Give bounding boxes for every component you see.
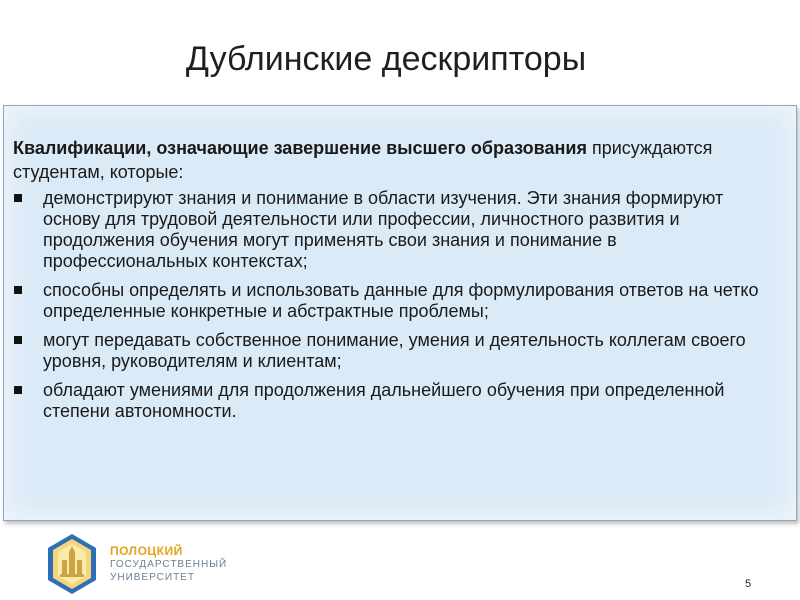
bullet-text: обладают умениями для продолжения дальнейшего обучения при определенной степени автономности. [43, 380, 725, 421]
intro-bold-text: Квалификации, означающие завершение высшего образования [13, 138, 587, 158]
intro-paragraph [13, 136, 776, 184]
square-bullet-icon [14, 194, 22, 202]
bullet-text: могут передавать собственное понимание, умения и деятельность коллегам своего уровня, руководителям и клиентам; [43, 330, 746, 371]
university-emblem-icon [40, 532, 104, 600]
intro-text: присуждаются студентам, которые: [13, 138, 713, 182]
university-name-line2: ГОСУДАРСТВЕННЫЙ [110, 559, 228, 570]
square-bullet-icon [14, 386, 22, 394]
bullet-item [13, 330, 776, 372]
bullet-list [13, 188, 776, 422]
square-bullet-icon [14, 336, 22, 344]
bullet-item [13, 280, 776, 322]
square-bullet-icon [14, 286, 22, 294]
bullet-item [13, 380, 776, 422]
bullet-text: способны определять и использовать данные для формулирования ответов на четко определенные конкретные и абстрактные проблемы; [43, 280, 759, 321]
university-name-line1: ПОЛОЦКИЙ [110, 544, 183, 558]
page-number: 5 [745, 578, 752, 590]
university-name [110, 545, 227, 584]
bullet-item [13, 188, 776, 272]
slide-title: Дублинские дескрипторы [185, 40, 587, 78]
content-box [3, 105, 797, 521]
bullet-text: демонстрируют знания и понимание в области изучения. Эти знания формируют основу для трудовой деятельности или профессии, личностного развития и продолжения обучения могут применять свои знания и понимание в профессиональных контекстах; [43, 188, 724, 271]
university-name-line3: УНИВЕРСИТЕТ [110, 572, 195, 583]
